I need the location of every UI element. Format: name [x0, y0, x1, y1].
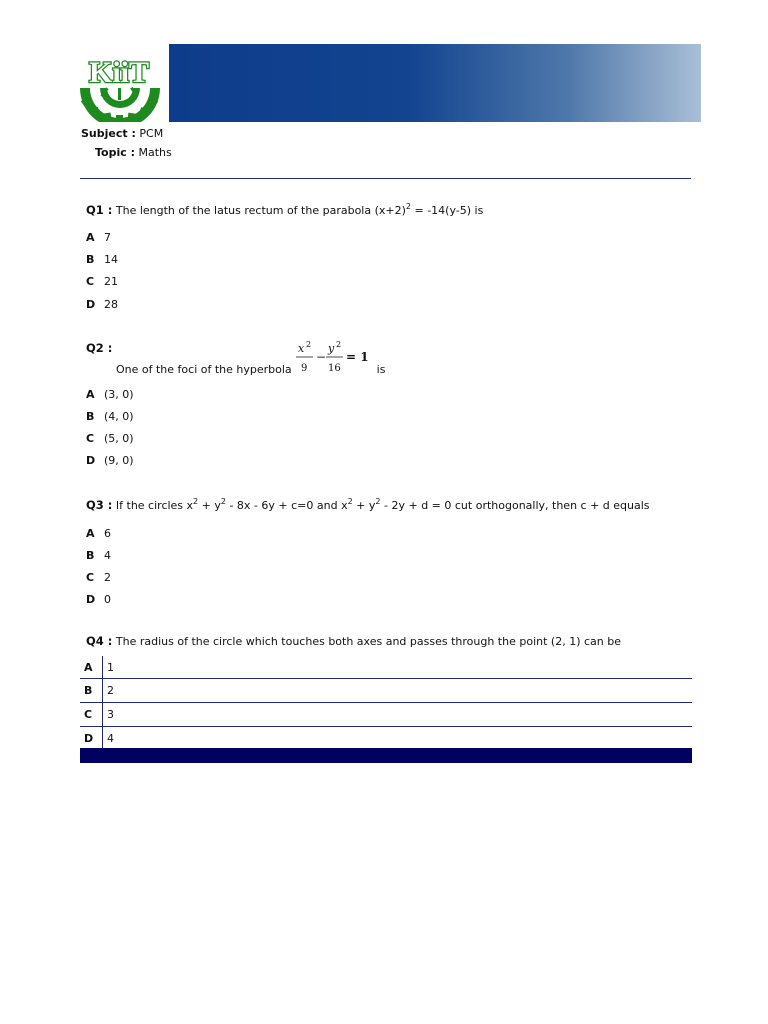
option-row	[86, 549, 111, 562]
question-text-part: + y	[352, 499, 376, 512]
equation-rhs: = 1	[346, 350, 369, 364]
question-label: Q4 :	[86, 634, 113, 648]
option-letter: A	[86, 388, 95, 401]
logo-text: KiiT	[88, 56, 150, 89]
equation-exponent: 2	[336, 340, 342, 349]
question-label: Q3 :	[86, 498, 113, 512]
option-letter: C	[86, 275, 95, 288]
question-2	[116, 340, 385, 378]
question-text-part: - 8x - 6y + c=0 and x	[225, 499, 348, 512]
option-letter: B	[86, 253, 95, 266]
option-value: 28	[104, 298, 118, 311]
option-row	[86, 298, 118, 311]
question-text-part: = -14(y-5) is	[411, 204, 484, 217]
option-row	[86, 253, 118, 266]
question-text-part: + y	[198, 499, 221, 512]
option-letter: C	[80, 703, 103, 727]
option-row	[86, 527, 111, 540]
equation-exponent: 2	[306, 340, 312, 349]
option-value: 1	[103, 656, 693, 679]
table-row	[80, 656, 692, 679]
question-text-part: is	[376, 363, 386, 376]
option-value: 3	[103, 703, 693, 727]
option-letter: D	[86, 454, 96, 467]
option-value: (9, 0)	[104, 454, 134, 467]
document-meta	[81, 124, 172, 162]
table-row	[80, 703, 692, 727]
option-value: 0	[104, 593, 111, 606]
equation-numerator-y: y	[328, 342, 335, 355]
option-value: (3, 0)	[104, 388, 134, 401]
option-letter: C	[86, 432, 95, 445]
kiit-logo-graphic	[70, 44, 169, 122]
question-text	[86, 634, 621, 648]
option-row	[86, 454, 134, 467]
question-4	[86, 634, 621, 648]
question-4-options-table	[80, 656, 692, 750]
hyperbola-equation	[295, 339, 373, 377]
option-letter: B	[86, 549, 95, 562]
option-row	[86, 432, 134, 445]
option-letter: D	[86, 298, 96, 311]
option-row	[86, 593, 111, 606]
option-value: 4	[107, 732, 114, 745]
option-value: (5, 0)	[104, 432, 134, 445]
superscript: 2	[220, 497, 226, 506]
question-text-part: The length of the latus rectum of the parabola (x+2)	[115, 204, 406, 217]
option-value: 14	[104, 253, 118, 266]
option-letter: D	[80, 727, 103, 751]
subject-row	[81, 124, 172, 143]
option-letter: D	[86, 593, 96, 606]
option-value: 2	[103, 679, 693, 703]
header-divider	[80, 178, 691, 179]
option-value: 4	[104, 549, 111, 562]
equation-graphic	[295, 339, 373, 377]
option-value: 7	[104, 231, 111, 244]
question-3	[86, 498, 650, 512]
table-row	[80, 679, 692, 703]
topic-row	[81, 143, 172, 162]
subject-value: PCM	[139, 127, 164, 140]
option-row	[86, 231, 111, 244]
question-text-part: One of the foci of the hyperbola	[116, 363, 292, 376]
question-text-part: The radius of the circle which touches both axes and passes through the point (2, 1) can be	[115, 635, 621, 648]
subject-label: Subject :	[81, 127, 136, 140]
question-1	[86, 203, 483, 217]
superscript: 2	[375, 497, 381, 506]
question-2-label-wrap	[86, 341, 112, 355]
question-label: Q2 :	[86, 341, 113, 355]
option-value: (4, 0)	[104, 410, 134, 423]
header-banner	[169, 44, 701, 122]
topic-label: Topic :	[95, 146, 135, 159]
superscript: 2	[193, 497, 199, 506]
option-row	[86, 571, 111, 584]
question-text	[86, 498, 650, 512]
question-label: Q1 :	[86, 203, 113, 217]
equation-minus: −	[316, 350, 327, 364]
option-value: 2	[104, 571, 111, 584]
footer-bar	[80, 748, 692, 763]
kiit-logo	[70, 44, 169, 122]
topic-value: Maths	[138, 146, 172, 159]
option-row	[86, 410, 134, 423]
option-value: 6	[104, 527, 111, 540]
question-text-part: - 2y + d = 0 cut orthogonally, then c + d equals	[380, 499, 650, 512]
equation-denominator-16: 16	[328, 363, 341, 374]
question-text-part: If the circles x	[115, 499, 194, 512]
option-letter: C	[86, 571, 95, 584]
option-row	[86, 275, 118, 288]
option-letter: B	[86, 410, 95, 423]
option-row	[86, 388, 134, 401]
option-letter: A	[80, 656, 103, 679]
option-letter: A	[86, 527, 95, 540]
equation-denominator-9: 9	[301, 363, 308, 374]
option-value: 21	[104, 275, 118, 288]
superscript: 2	[405, 202, 411, 211]
option-letter: B	[80, 679, 103, 703]
table-row	[80, 727, 692, 751]
equation-numerator-x: x	[298, 342, 305, 355]
option-letter: A	[86, 231, 95, 244]
superscript: 2	[347, 497, 353, 506]
question-text	[86, 203, 483, 217]
